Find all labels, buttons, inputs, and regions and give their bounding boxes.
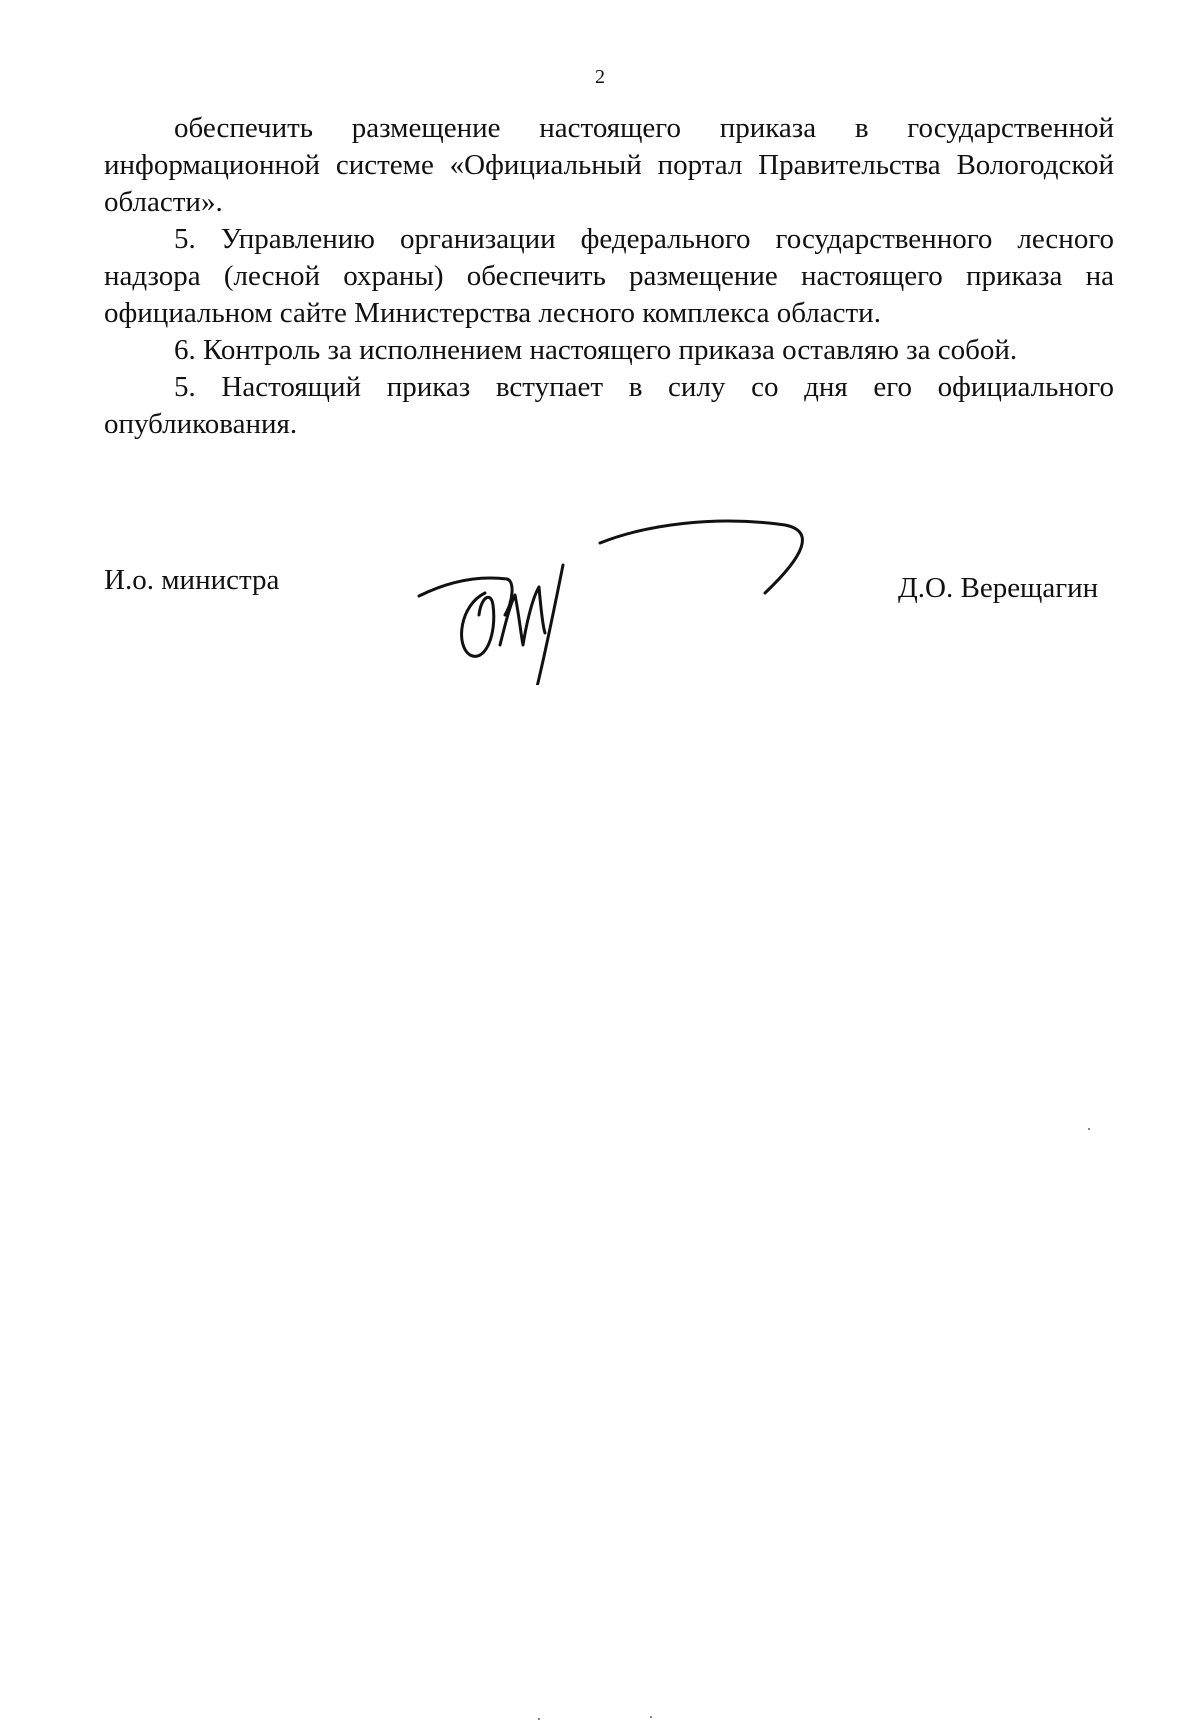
paragraph-publication-portal: обеспечить размещение настоящего приказа в государственной информационной системе «Официальный портал Правительства Вологодской области».	[104, 112, 1114, 218]
handwritten-signature	[415, 505, 815, 685]
scan-artifact-dot	[538, 1718, 540, 1720]
paragraph-item-5-website: 5. Управлению организации федерального государственного лесного надзора (лесной охраны) обеспечить размещение настоящего приказа на официальном сайте Министерства лесного комплекса области.	[104, 223, 1114, 329]
document-body	[104, 110, 1114, 443]
signatory-title: И.о. министра	[104, 564, 280, 596]
page-number: 2	[595, 66, 605, 88]
scan-artifact-dot	[650, 1716, 652, 1718]
paragraph-item-6-control: 6. Контроль за исполнением настоящего приказа оставляю за собой.	[174, 334, 1018, 366]
paragraph-item-5-effective: 5. Настоящий приказ вступает в силу со дня его официального опубликования.	[104, 371, 1114, 440]
signature-block	[0, 505, 1200, 705]
signatory-name: Д.О. Верещагин	[898, 572, 1099, 604]
scan-artifact-dot	[1088, 1128, 1090, 1130]
